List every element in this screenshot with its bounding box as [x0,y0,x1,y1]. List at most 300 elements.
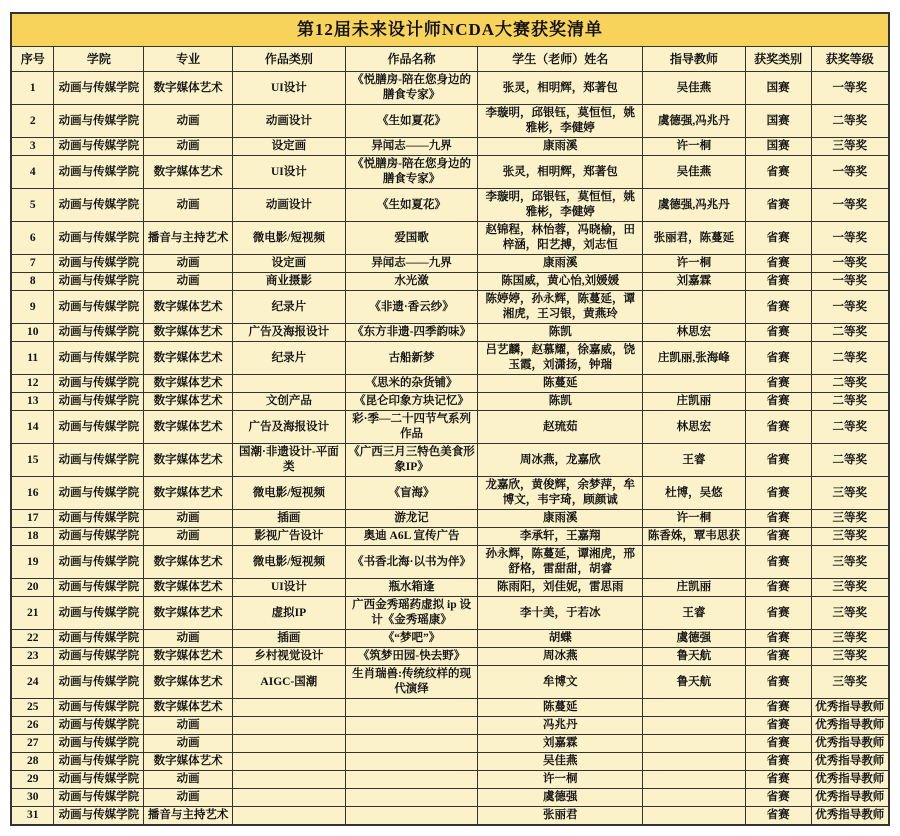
table-row [11,528,889,546]
table-cell-6: 杜博，吴悠 [643,477,746,510]
table-cell-3 [233,807,346,826]
table-cell-7: 省赛 [745,753,811,771]
table-cell-2: 数字媒体艺术 [144,579,233,597]
table-cell-7: 省赛 [745,630,811,648]
table-cell-4: 《东方非遗-四季韵味》 [345,324,478,342]
table-cell-0: 25 [11,699,54,717]
table-cell-0: 7 [11,255,54,273]
table-cell-0: 20 [11,579,54,597]
table-cell-6: 庄凯丽,张海峰 [643,342,746,375]
table-cell-8: 一等奖 [811,291,889,324]
table-cell-6: 许一桐 [643,138,746,156]
table-row [11,342,889,375]
header-cell-8: 获奖等级 [811,47,889,72]
table-row [11,72,889,105]
table-cell-3 [233,789,346,807]
table-cell-7: 省赛 [745,444,811,477]
table-cell-1: 动画与传媒学院 [54,477,144,510]
table-cell-5: 李璇明，邱银钰，莫恒恒，姚雅彬，李健婷 [478,105,643,138]
table-cell-6: 庄凯丽 [643,393,746,411]
table-cell-4 [345,789,478,807]
table-cell-0: 4 [11,156,54,189]
table-cell-2: 数字媒体艺术 [144,411,233,444]
table-cell-5: 赵琉茹 [478,411,643,444]
header-cell-7: 获奖类别 [745,47,811,72]
table-cell-7: 省赛 [745,648,811,666]
table-cell-2: 动画 [144,735,233,753]
table-cell-5: 周冰燕 [478,648,643,666]
table-cell-8: 二等奖 [811,444,889,477]
table-cell-5: 孙永辉，陈蔓延，谭湘虎，邢舒格，雷甜甜，胡睿 [478,546,643,579]
page-title: 第12届未来设计师NCDA大赛获奖清单 [11,13,889,47]
table-cell-6: 王睿 [643,444,746,477]
table-cell-0: 16 [11,477,54,510]
table-cell-7: 省赛 [745,273,811,291]
table-cell-7: 省赛 [745,735,811,753]
table-cell-0: 1 [11,72,54,105]
table-cell-5: 龙嘉欣，黄俊辉，余梦萍，牟博文，韦宇琦，顾颜诚 [478,477,643,510]
table-row [11,375,889,393]
table-row [11,771,889,789]
table-cell-5: 康雨溪 [478,255,643,273]
table-cell-6 [643,771,746,789]
table-cell-3 [233,753,346,771]
table-cell-7: 省赛 [745,156,811,189]
table-cell-2: 数字媒体艺术 [144,342,233,375]
table-cell-3: 动画设计 [233,105,346,138]
table-cell-1: 动画与传媒学院 [54,579,144,597]
table-cell-1: 动画与传媒学院 [54,753,144,771]
table-cell-6: 鲁天航 [643,648,746,666]
table-cell-3: 广告及海报设计 [233,324,346,342]
table-cell-1: 动画与传媒学院 [54,807,144,826]
table-cell-4 [345,699,478,717]
table-cell-4: 《生如夏花》 [345,189,478,222]
table-row [11,255,889,273]
table-cell-8: 二等奖 [811,105,889,138]
table-cell-8: 优秀指导教师 [811,771,889,789]
table-cell-3: 设定画 [233,138,346,156]
table-cell-1: 动画与传媒学院 [54,771,144,789]
table-cell-4: 《悦膳房-陪在您身边的膳食专家》 [345,72,478,105]
table-cell-2: 数字媒体艺术 [144,375,233,393]
table-cell-3: UI设计 [233,72,346,105]
table-cell-3: 纪录片 [233,342,346,375]
table-cell-0: 2 [11,105,54,138]
table-cell-5: 张丽君 [478,807,643,826]
award-table [10,12,890,826]
table-cell-7: 省赛 [745,255,811,273]
table-row [11,444,889,477]
table-cell-4: 异闻志——九界 [345,138,478,156]
table-cell-2: 动画 [144,717,233,735]
table-cell-6 [643,699,746,717]
table-cell-0: 21 [11,597,54,630]
table-cell-8: 优秀指导教师 [811,735,889,753]
table-cell-2: 动画 [144,189,233,222]
table-cell-1: 动画与传媒学院 [54,444,144,477]
table-cell-5: 李十美，于若冰 [478,597,643,630]
table-cell-7: 省赛 [745,771,811,789]
table-cell-5: 许一桐 [478,771,643,789]
table-cell-2: 数字媒体艺术 [144,291,233,324]
table-cell-8: 三等奖 [811,546,889,579]
table-cell-2: 数字媒体艺术 [144,324,233,342]
table-cell-5: 周冰燕，龙嘉欣 [478,444,643,477]
table-cell-2: 数字媒体艺术 [144,72,233,105]
table-cell-4 [345,717,478,735]
table-cell-4: 《非遗·香云纱》 [345,291,478,324]
table-row [11,477,889,510]
table-cell-7: 省赛 [745,375,811,393]
table-cell-2: 数字媒体艺术 [144,156,233,189]
table-cell-7: 省赛 [745,699,811,717]
table-cell-7: 省赛 [745,528,811,546]
table-cell-0: 22 [11,630,54,648]
table-cell-6: 许一桐 [643,510,746,528]
table-cell-8: 优秀指导教师 [811,753,889,771]
table-cell-3: 乡村视觉设计 [233,648,346,666]
table-cell-3: 动画设计 [233,189,346,222]
table-cell-8: 三等奖 [811,510,889,528]
table-row [11,393,889,411]
table-cell-4: 《广西三月三特色美食形象IP》 [345,444,478,477]
table-cell-1: 动画与传媒学院 [54,648,144,666]
table-row [11,222,889,255]
table-cell-1: 动画与传媒学院 [54,630,144,648]
table-cell-5: 康雨溪 [478,510,643,528]
table-cell-2: 动画 [144,528,233,546]
header-cell-1: 学院 [54,47,144,72]
table-cell-5: 张灵，相明辉，郑著包 [478,156,643,189]
table-cell-0: 31 [11,807,54,826]
table-cell-1: 动画与传媒学院 [54,393,144,411]
header-cell-4: 作品名称 [345,47,478,72]
table-cell-0: 14 [11,411,54,444]
table-cell-0: 23 [11,648,54,666]
table-cell-1: 动画与传媒学院 [54,105,144,138]
table-cell-2: 数字媒体艺术 [144,753,233,771]
table-cell-7: 省赛 [745,189,811,222]
table-cell-8: 一等奖 [811,189,889,222]
table-cell-6: 鲁天航 [643,666,746,699]
table-cell-0: 30 [11,789,54,807]
table-cell-1: 动画与传媒学院 [54,273,144,291]
header-cell-6: 指导教师 [643,47,746,72]
table-cell-0: 3 [11,138,54,156]
table-cell-6 [643,789,746,807]
table-cell-1: 动画与传媒学院 [54,156,144,189]
table-cell-3: 商业摄影 [233,273,346,291]
table-cell-6 [643,807,746,826]
table-cell-3: 广告及海报设计 [233,411,346,444]
table-cell-1: 动画与传媒学院 [54,342,144,375]
table-cell-0: 5 [11,189,54,222]
table-cell-4: 《生如夏花》 [345,105,478,138]
table-row [11,579,889,597]
table-cell-8: 优秀指导教师 [811,789,889,807]
table-cell-4: 《盲海》 [345,477,478,510]
table-cell-0: 8 [11,273,54,291]
table-cell-7: 省赛 [745,717,811,735]
table-cell-2: 数字媒体艺术 [144,597,233,630]
table-cell-4: 《筑梦田园-快去野》 [345,648,478,666]
table-cell-4: 《“梦吧”》 [345,630,478,648]
table-cell-1: 动画与传媒学院 [54,222,144,255]
table-cell-1: 动画与传媒学院 [54,375,144,393]
table-cell-3 [233,735,346,753]
award-table-wrap [10,12,890,826]
table-cell-1: 动画与传媒学院 [54,735,144,753]
table-row [11,717,889,735]
table-cell-3: UI设计 [233,579,346,597]
table-cell-7: 省赛 [745,789,811,807]
table-cell-0: 15 [11,444,54,477]
table-cell-7: 国赛 [745,138,811,156]
table-row [11,735,889,753]
table-cell-3: 微电影/短视频 [233,222,346,255]
table-cell-8: 一等奖 [811,255,889,273]
table-row [11,138,889,156]
table-cell-8: 三等奖 [811,648,889,666]
table-cell-3: 纪录片 [233,291,346,324]
table-cell-8: 二等奖 [811,324,889,342]
table-cell-5: 陈国威，黄心怡,刘媛媛 [478,273,643,291]
table-cell-8: 三等奖 [811,579,889,597]
table-cell-5: 张灵，相明辉，郑著包 [478,72,643,105]
table-cell-1: 动画与传媒学院 [54,138,144,156]
table-cell-1: 动画与传媒学院 [54,411,144,444]
table-row [11,546,889,579]
table-cell-5: 陈凯 [478,324,643,342]
table-cell-4: 异闻志——九界 [345,255,478,273]
table-cell-6 [643,546,746,579]
table-cell-3 [233,699,346,717]
table-row [11,273,889,291]
table-cell-7: 国赛 [745,105,811,138]
table-cell-3: 插画 [233,510,346,528]
title-row [11,13,889,47]
table-row [11,291,889,324]
table-cell-6: 林思宏 [643,411,746,444]
table-cell-8: 三等奖 [811,597,889,630]
table-cell-4: 爱国歌 [345,222,478,255]
table-cell-8: 一等奖 [811,72,889,105]
table-cell-4: 奥迪 A6L 宣传广告 [345,528,478,546]
table-cell-5: 赵锦程，林怡蓉，冯晓榆，田梓涵，阳艺搏，刘志恒 [478,222,643,255]
table-cell-2: 动画 [144,273,233,291]
table-cell-0: 6 [11,222,54,255]
table-cell-8: 优秀指导教师 [811,807,889,826]
table-cell-3: 文创产品 [233,393,346,411]
table-cell-8: 优秀指导教师 [811,717,889,735]
table-cell-0: 18 [11,528,54,546]
table-cell-0: 26 [11,717,54,735]
table-cell-6: 王睿 [643,597,746,630]
table-cell-8: 三等奖 [811,477,889,510]
table-cell-0: 29 [11,771,54,789]
table-cell-8: 一等奖 [811,273,889,291]
table-cell-3: 影视广告设计 [233,528,346,546]
table-cell-2: 动画 [144,510,233,528]
header-cell-2: 专业 [144,47,233,72]
table-row [11,630,889,648]
table-cell-8: 二等奖 [811,375,889,393]
table-row [11,324,889,342]
table-cell-3: 设定画 [233,255,346,273]
table-cell-6: 陈香姝，覃韦思获 [643,528,746,546]
table-cell-6: 吴佳燕 [643,72,746,105]
table-cell-1: 动画与传媒学院 [54,189,144,222]
table-cell-2: 数字媒体艺术 [144,444,233,477]
table-cell-6 [643,717,746,735]
table-cell-2: 播音与主持艺术 [144,222,233,255]
table-cell-0: 28 [11,753,54,771]
table-cell-8: 二等奖 [811,393,889,411]
table-cell-3: 微电影/短视频 [233,546,346,579]
table-cell-8: 一等奖 [811,222,889,255]
table-cell-3: 微电影/短视频 [233,477,346,510]
table-cell-7: 国赛 [745,72,811,105]
table-cell-4 [345,753,478,771]
table-cell-1: 动画与传媒学院 [54,666,144,699]
table-cell-4: 古船新梦 [345,342,478,375]
table-cell-4: 《悦膳房-陪在您身边的膳食专家》 [345,156,478,189]
table-cell-8: 二等奖 [811,342,889,375]
table-cell-8: 三等奖 [811,528,889,546]
table-cell-4: 游龙记 [345,510,478,528]
table-cell-6: 虞德强 [643,630,746,648]
table-row [11,105,889,138]
table-cell-7: 省赛 [745,510,811,528]
table-cell-4: 生肖瑞兽:传统纹样的现代演绎 [345,666,478,699]
table-cell-3: AIGC-国潮 [233,666,346,699]
table-cell-1: 动画与传媒学院 [54,546,144,579]
table-row [11,789,889,807]
table-cell-7: 省赛 [745,546,811,579]
table-cell-2: 动画 [144,138,233,156]
table-cell-0: 9 [11,291,54,324]
table-cell-8: 三等奖 [811,138,889,156]
table-cell-7: 省赛 [745,342,811,375]
table-cell-2: 动画 [144,630,233,648]
table-cell-5: 冯兆丹 [478,717,643,735]
table-cell-6: 刘嘉霖 [643,273,746,291]
table-cell-7: 省赛 [745,411,811,444]
table-cell-8: 一等奖 [811,156,889,189]
table-cell-6 [643,291,746,324]
table-cell-5: 虞德强 [478,789,643,807]
table-cell-6: 虞德强,冯兆丹 [643,189,746,222]
table-cell-0: 10 [11,324,54,342]
table-cell-2: 动画 [144,789,233,807]
table-cell-6: 张丽君，陈蔓延 [643,222,746,255]
table-cell-2: 数字媒体艺术 [144,666,233,699]
table-row [11,597,889,630]
table-cell-5: 李璇明，邱银钰，莫恒恒，姚雅彬，李健婷 [478,189,643,222]
table-cell-3: UI设计 [233,156,346,189]
table-cell-1: 动画与传媒学院 [54,72,144,105]
table-cell-7: 省赛 [745,291,811,324]
table-cell-3 [233,717,346,735]
table-cell-5: 牟博文 [478,666,643,699]
table-cell-1: 动画与传媒学院 [54,528,144,546]
table-cell-3: 虚拟IP [233,597,346,630]
table-cell-5: 刘嘉霖 [478,735,643,753]
table-cell-2: 数字媒体艺术 [144,393,233,411]
table-row [11,510,889,528]
table-cell-5: 胡蝶 [478,630,643,648]
table-cell-5: 陈凯 [478,393,643,411]
table-cell-7: 省赛 [745,477,811,510]
table-cell-8: 优秀指导教师 [811,699,889,717]
table-cell-2: 播音与主持艺术 [144,807,233,826]
table-cell-0: 19 [11,546,54,579]
table-cell-1: 动画与传媒学院 [54,510,144,528]
table-cell-7: 省赛 [745,666,811,699]
table-cell-6: 许一桐 [643,255,746,273]
header-row [11,47,889,72]
table-row [11,666,889,699]
table-cell-7: 省赛 [745,393,811,411]
table-cell-4: 《书香北海·以书为伴》 [345,546,478,579]
table-row [11,156,889,189]
table-cell-3: 插画 [233,630,346,648]
table-cell-7: 省赛 [745,807,811,826]
table-cell-6: 吴佳燕 [643,156,746,189]
table-row [11,189,889,222]
table-row [11,648,889,666]
table-cell-1: 动画与传媒学院 [54,291,144,324]
table-cell-6: 林思宏 [643,324,746,342]
table-row [11,753,889,771]
table-cell-7: 省赛 [745,324,811,342]
table-cell-1: 动画与传媒学院 [54,597,144,630]
table-cell-2: 动画 [144,255,233,273]
table-cell-6 [643,375,746,393]
table-cell-5: 吕艺麟，赵慕耀，徐嘉威，饶玉霞，刘潇扬，钟瑞 [478,342,643,375]
table-cell-3: 国潮·非遗设计-平面类 [233,444,346,477]
table-cell-7: 省赛 [745,222,811,255]
table-row [11,411,889,444]
table-cell-1: 动画与传媒学院 [54,255,144,273]
table-cell-4: 水光潋 [345,273,478,291]
table-cell-4: 《思米的杂货铺》 [345,375,478,393]
table-cell-1: 动画与传媒学院 [54,699,144,717]
table-cell-7: 省赛 [745,579,811,597]
table-cell-0: 27 [11,735,54,753]
table-cell-3 [233,375,346,393]
table-cell-4 [345,807,478,826]
table-cell-2: 数字媒体艺术 [144,648,233,666]
table-cell-4: 彩·季—二十四节气系列作品 [345,411,478,444]
table-cell-7: 省赛 [745,597,811,630]
table-cell-4 [345,735,478,753]
table-cell-2: 数字媒体艺术 [144,699,233,717]
header-cell-0: 序号 [11,47,54,72]
table-cell-0: 17 [11,510,54,528]
table-cell-8: 三等奖 [811,666,889,699]
table-cell-2: 动画 [144,771,233,789]
table-cell-6 [643,753,746,771]
table-cell-3 [233,771,346,789]
table-cell-5: 陈蔓延 [478,699,643,717]
table-cell-4: 《昆仑印象方块记忆》 [345,393,478,411]
table-cell-5: 康雨溪 [478,138,643,156]
table-row [11,807,889,826]
table-cell-5: 李承轩，王嘉翔 [478,528,643,546]
table-cell-6: 庄凯丽 [643,579,746,597]
